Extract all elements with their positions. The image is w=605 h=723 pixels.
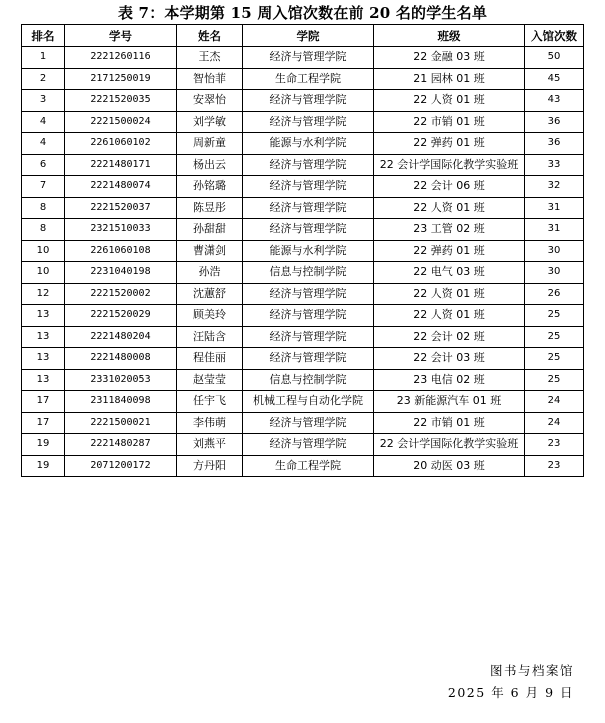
cell-college: 经济与管理学院: [243, 219, 374, 241]
cell-class: 23 新能源汽车 01 班: [374, 391, 525, 413]
cell-class: 22 会计 03 班: [374, 348, 525, 370]
header-student-id: 学号: [65, 25, 177, 47]
cell-rank: 4: [22, 111, 65, 133]
cell-rank: 13: [22, 348, 65, 370]
cell-class: 21 园林 01 班: [374, 68, 525, 90]
cell-student-id: 2231040198: [65, 262, 177, 284]
table-row: [22, 262, 584, 284]
cell-rank: 2: [22, 68, 65, 90]
header-class: 班级: [374, 25, 525, 47]
cell-visits: 23: [525, 455, 584, 477]
cell-visits: 33: [525, 154, 584, 176]
cell-visits: 45: [525, 68, 584, 90]
cell-rank: 17: [22, 412, 65, 434]
cell-class: 22 会计 02 班: [374, 326, 525, 348]
cell-college: 信息与控制学院: [243, 262, 374, 284]
cell-class: 22 市销 01 班: [374, 412, 525, 434]
cell-student-id: 2221500024: [65, 111, 177, 133]
cell-rank: 3: [22, 90, 65, 112]
cell-rank: 4: [22, 133, 65, 155]
table-header-row: [22, 25, 584, 47]
cell-visits: 25: [525, 348, 584, 370]
header-college: 学院: [243, 25, 374, 47]
cell-college: 信息与控制学院: [243, 369, 374, 391]
table-row: [22, 197, 584, 219]
cell-student-id: 2221480171: [65, 154, 177, 176]
cell-student-id: 2071200172: [65, 455, 177, 477]
table-row: [22, 391, 584, 413]
cell-student-id: 2331020053: [65, 369, 177, 391]
cell-college: 经济与管理学院: [243, 47, 374, 69]
cell-student-id: 2221480287: [65, 434, 177, 456]
cell-visits: 30: [525, 262, 584, 284]
table-body: [22, 47, 584, 477]
cell-visits: 24: [525, 412, 584, 434]
cell-college: 经济与管理学院: [243, 283, 374, 305]
cell-student-id: 2261060108: [65, 240, 177, 262]
cell-student-id: 2171250019: [65, 68, 177, 90]
cell-name: 方丹阳: [177, 455, 243, 477]
footer-organization: 图书与档案馆: [489, 663, 574, 678]
cell-class: 22 弹药 01 班: [374, 133, 525, 155]
cell-student-id: 2221480204: [65, 326, 177, 348]
cell-student-id: 2221480074: [65, 176, 177, 198]
cell-name: 周新童: [177, 133, 243, 155]
cell-class: 22 人资 01 班: [374, 90, 525, 112]
cell-class: 22 会计学国际化教学实验班: [374, 154, 525, 176]
cell-rank: 10: [22, 262, 65, 284]
cell-class: 23 电信 02 班: [374, 369, 525, 391]
cell-rank: 7: [22, 176, 65, 198]
cell-name: 曹潇剑: [177, 240, 243, 262]
table-row: [22, 348, 584, 370]
cell-class: 22 金融 03 班: [374, 47, 525, 69]
cell-class: 22 会计 06 班: [374, 176, 525, 198]
cell-rank: 19: [22, 434, 65, 456]
table-row: [22, 240, 584, 262]
table-row: [22, 68, 584, 90]
cell-student-id: 2311840098: [65, 391, 177, 413]
cell-class: 22 弹药 01 班: [374, 240, 525, 262]
cell-visits: 23: [525, 434, 584, 456]
cell-name: 汪陆含: [177, 326, 243, 348]
cell-name: 程佳丽: [177, 348, 243, 370]
cell-visits: 36: [525, 133, 584, 155]
cell-class: 22 电气 03 班: [374, 262, 525, 284]
cell-college: 经济与管理学院: [243, 197, 374, 219]
cell-college: 经济与管理学院: [243, 434, 374, 456]
cell-student-id: 2221260116: [65, 47, 177, 69]
cell-name: 孙浩: [177, 262, 243, 284]
cell-student-id: 2221500021: [65, 412, 177, 434]
cell-student-id: 2321510033: [65, 219, 177, 241]
cell-visits: 32: [525, 176, 584, 198]
cell-college: 能源与水利学院: [243, 240, 374, 262]
table-row: [22, 455, 584, 477]
cell-rank: 13: [22, 305, 65, 327]
cell-class: 20 动医 03 班: [374, 455, 525, 477]
cell-student-id: 2221480008: [65, 348, 177, 370]
cell-student-id: 2261060102: [65, 133, 177, 155]
cell-college: 经济与管理学院: [243, 111, 374, 133]
cell-rank: 13: [22, 326, 65, 348]
cell-class: 22 人资 01 班: [374, 197, 525, 219]
cell-college: 生命工程学院: [243, 455, 374, 477]
cell-visits: 24: [525, 391, 584, 413]
cell-rank: 10: [22, 240, 65, 262]
cell-name: 孙铭璐: [177, 176, 243, 198]
cell-student-id: 2221520002: [65, 283, 177, 305]
cell-student-id: 2221520035: [65, 90, 177, 112]
table-row: [22, 412, 584, 434]
cell-visits: 50: [525, 47, 584, 69]
header-rank: 排名: [22, 25, 65, 47]
footer-date: 2025 年 6 月 9 日: [447, 685, 574, 700]
cell-name: 刘燕平: [177, 434, 243, 456]
cell-name: 沈蕙舒: [177, 283, 243, 305]
header-name: 姓名: [177, 25, 243, 47]
cell-college: 经济与管理学院: [243, 326, 374, 348]
cell-college: 经济与管理学院: [243, 154, 374, 176]
cell-visits: 26: [525, 283, 584, 305]
cell-name: 李伟萌: [177, 412, 243, 434]
table-row: [22, 219, 584, 241]
table-row: [22, 111, 584, 133]
cell-class: 22 会计学国际化教学实验班: [374, 434, 525, 456]
cell-name: 杨出云: [177, 154, 243, 176]
table-row: [22, 90, 584, 112]
cell-name: 智怡菲: [177, 68, 243, 90]
table-row: [22, 133, 584, 155]
cell-visits: 25: [525, 305, 584, 327]
cell-college: 能源与水利学院: [243, 133, 374, 155]
cell-rank: 13: [22, 369, 65, 391]
table-row: [22, 47, 584, 69]
header-visits: 入馆次数: [525, 25, 584, 47]
cell-visits: 25: [525, 369, 584, 391]
cell-name: 赵莹莹: [177, 369, 243, 391]
cell-visits: 30: [525, 240, 584, 262]
cell-rank: 17: [22, 391, 65, 413]
cell-class: 22 人资 01 班: [374, 305, 525, 327]
cell-visits: 36: [525, 111, 584, 133]
cell-name: 刘学敏: [177, 111, 243, 133]
cell-rank: 6: [22, 154, 65, 176]
table-row: [22, 326, 584, 348]
cell-name: 王杰: [177, 47, 243, 69]
cell-college: 经济与管理学院: [243, 348, 374, 370]
table-row: [22, 283, 584, 305]
cell-name: 任宇飞: [177, 391, 243, 413]
cell-college: 机械工程与自动化学院: [243, 391, 374, 413]
table-row: [22, 176, 584, 198]
cell-college: 经济与管理学院: [243, 412, 374, 434]
cell-college: 经济与管理学院: [243, 90, 374, 112]
table-row: [22, 305, 584, 327]
cell-student-id: 2221520029: [65, 305, 177, 327]
cell-college: 经济与管理学院: [243, 176, 374, 198]
cell-visits: 43: [525, 90, 584, 112]
cell-college: 生命工程学院: [243, 68, 374, 90]
cell-class: 22 人资 01 班: [374, 283, 525, 305]
table-row: [22, 369, 584, 391]
table-row: [22, 154, 584, 176]
cell-rank: 12: [22, 283, 65, 305]
cell-name: 孙甜甜: [177, 219, 243, 241]
cell-name: 安翠怡: [177, 90, 243, 112]
cell-name: 陈昱彤: [177, 197, 243, 219]
cell-rank: 8: [22, 219, 65, 241]
cell-rank: 1: [22, 47, 65, 69]
document-title: 表 7：本学期第 15 周入馆次数在前 20 名的学生名单: [117, 4, 488, 22]
cell-visits: 31: [525, 219, 584, 241]
table-row: [22, 434, 584, 456]
cell-rank: 8: [22, 197, 65, 219]
cell-class: 22 市销 01 班: [374, 111, 525, 133]
cell-visits: 31: [525, 197, 584, 219]
cell-college: 经济与管理学院: [243, 305, 374, 327]
cell-student-id: 2221520037: [65, 197, 177, 219]
cell-rank: 19: [22, 455, 65, 477]
cell-visits: 25: [525, 326, 584, 348]
student-ranking-table: [21, 24, 584, 477]
cell-class: 23 工管 02 班: [374, 219, 525, 241]
cell-name: 顾美玲: [177, 305, 243, 327]
